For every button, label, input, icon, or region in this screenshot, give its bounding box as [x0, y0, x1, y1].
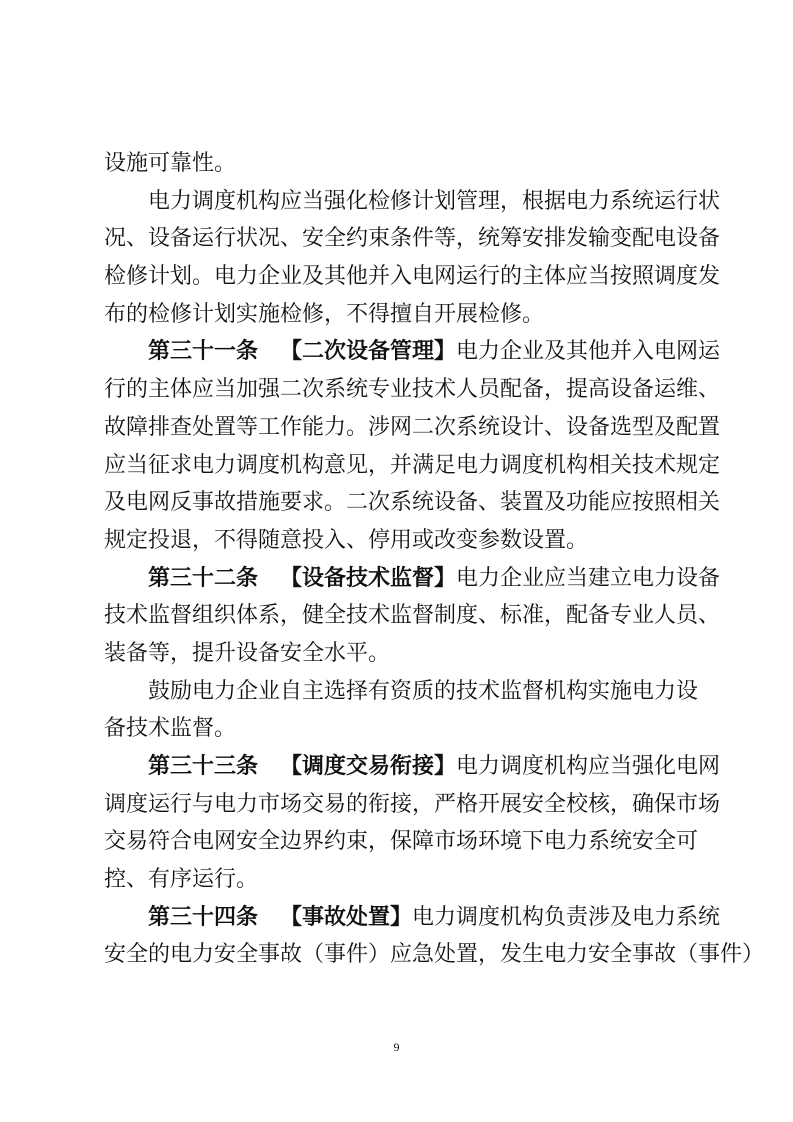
- page-number: 9: [393, 1040, 400, 1054]
- text-line: 控、有序运行。: [104, 867, 259, 893]
- article-number: 第三十二条: [148, 565, 259, 591]
- text-line: 应当征求电力调度机构意见，并满足电力调度机构相关技术规定: [104, 452, 721, 478]
- text-line: 布的检修计划实施检修，不得擅自开展检修。: [104, 301, 545, 327]
- article-text: 电力企业应当建立电力设备: [456, 565, 721, 591]
- article-text: 电力调度机构负责涉及电力系统: [412, 904, 721, 930]
- article-number: 第三十三条: [148, 754, 259, 779]
- article-text: 电力企业及其他并入电网运: [456, 339, 721, 365]
- article-heading: 【二次设备管理】: [280, 339, 457, 365]
- article-text: 电力调度机构应当强化电网: [456, 754, 721, 779]
- text-line: 电力调度机构应当强化检修计划管理，根据电力系统运行状: [148, 188, 721, 214]
- document-body: [104, 145, 765, 974]
- article-heading: 【事故处置】: [280, 904, 413, 930]
- text-line: 安全的电力安全事故（事件）应急处置，发生电力安全事故（事件）: [104, 942, 765, 968]
- text-line: 交易符合电网安全边界约束，保障市场环境下电力系统安全可: [104, 829, 699, 855]
- article-heading: 【设备技术监督】: [280, 565, 457, 591]
- text-line: 技术监督组织体系，健全技术监督制度、标准，配备专业人员、: [104, 603, 721, 629]
- text-line: 行的主体应当加强二次系统专业技术人员配备，提高设备运维、: [104, 377, 721, 403]
- text-line: 备技术监督。: [104, 716, 237, 742]
- text-line: 设施可靠性。: [104, 151, 237, 176]
- text-line: 装备等，提升设备安全水平。: [104, 640, 391, 666]
- article-heading: 【调度交易衔接】: [280, 754, 457, 779]
- text-line: 规定投退，不得随意投入、停用或改变参数设置。: [104, 527, 589, 553]
- text-line: 及电网反事故措施要求。二次系统设备、装置及功能应按照相关: [104, 490, 721, 516]
- article-first-line: [104, 560, 721, 598]
- article-number: 第三十四条: [148, 904, 259, 930]
- text-line: 故障排查处置等工作能力。涉网二次系统设计、设备选型及配置: [104, 414, 721, 440]
- article-first-line: [104, 333, 721, 371]
- text-line: 鼓励电力企业自主选择有资质的技术监督机构实施电力设: [148, 678, 699, 704]
- text-line: 检修计划。电力企业及其他并入电网运行的主体应当按照调度发: [104, 264, 721, 290]
- article-first-line: [104, 899, 721, 937]
- article-number: 第三十一条: [148, 339, 259, 365]
- text-line: 调度运行与电力市场交易的衔接，严格开展安全校核，确保市场: [104, 791, 721, 817]
- article-first-line: [104, 748, 721, 786]
- text-line: 况、设备运行状况、安全约束条件等，统筹安排发输变配电设备: [104, 226, 721, 252]
